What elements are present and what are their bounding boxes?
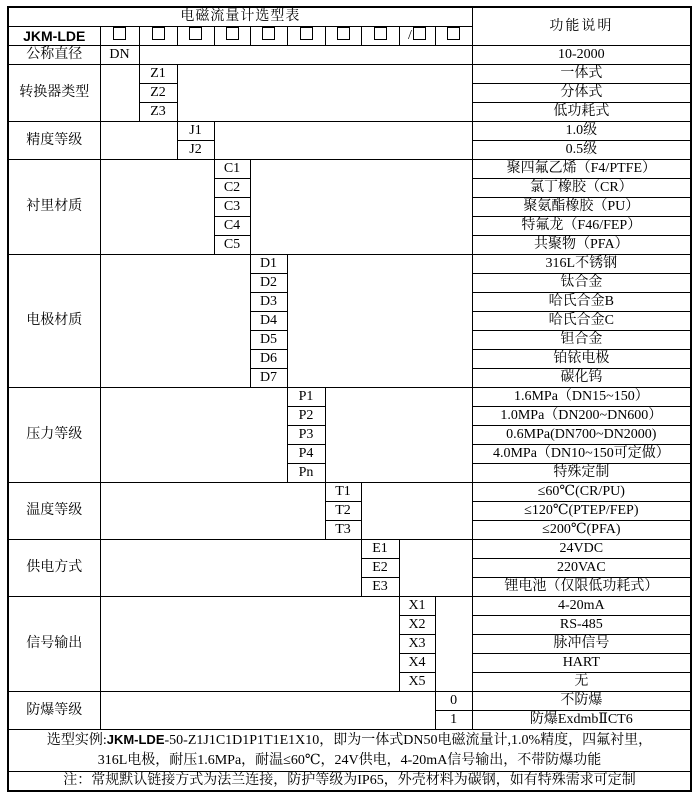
description-cell: 铂铱电极 xyxy=(472,350,691,369)
empty-cell xyxy=(100,122,177,160)
description-cell: 聚氨酯橡胶（PU） xyxy=(472,198,691,217)
section-row xyxy=(8,540,691,559)
model-checkbox-cell xyxy=(361,27,399,46)
code-cell: X1 xyxy=(399,597,435,616)
model-checkbox-cell xyxy=(325,27,361,46)
code-cell: D1 xyxy=(250,255,287,274)
section-row xyxy=(8,46,691,65)
description-cell: 氯丁橡胶（CR） xyxy=(472,179,691,198)
description-cell: 1.6MPa（DN15~150） xyxy=(472,388,691,407)
code-cell: D4 xyxy=(250,312,287,331)
selection-example xyxy=(8,730,691,772)
section-label: 防爆等级 xyxy=(8,692,100,730)
description-cell: 共聚物（PFA） xyxy=(472,236,691,255)
description-cell: 哈氏合金B xyxy=(472,293,691,312)
code-cell: D5 xyxy=(250,331,287,350)
code-cell: T1 xyxy=(325,483,361,502)
empty-cell xyxy=(100,540,361,597)
description-cell: 316L不锈钢 xyxy=(472,255,691,274)
slash-separator: / xyxy=(408,28,412,43)
description-cell: 1.0级 xyxy=(472,122,691,141)
model-checkbox-cell xyxy=(435,27,472,46)
example-line-2: 316L电极，耐压1.6MPa，耐温≤60℃，24V供电，4-20mA信号输出，不带防爆功能 xyxy=(97,753,602,768)
code-cell: X4 xyxy=(399,654,435,673)
empty-cell xyxy=(100,483,325,540)
example-row xyxy=(8,730,691,772)
code-cell: C3 xyxy=(214,198,250,217)
selection-table xyxy=(7,6,692,792)
section-label: 温度等级 xyxy=(8,483,100,540)
code-cell: J1 xyxy=(177,122,214,141)
code-cell: E3 xyxy=(361,578,399,597)
code-cell: DN xyxy=(100,46,139,65)
empty-cell xyxy=(325,388,472,483)
code-cell: P2 xyxy=(287,407,325,426)
example-line1-rest: -50-Z1J1C1D1P1T1E1X10，即为一体式DN50电磁流量计,1.0%精度，四氟衬里， xyxy=(164,733,653,748)
code-cell: C1 xyxy=(214,160,250,179)
code-cell: P3 xyxy=(287,426,325,445)
checkbox-icon[interactable] xyxy=(447,27,460,40)
code-cell: Pn xyxy=(287,464,325,483)
code-cell: J2 xyxy=(177,141,214,160)
example-model-code: JKM-LDE xyxy=(106,732,165,747)
description-cell: ≤120℃(PTEP/FEP) xyxy=(472,502,691,521)
checkbox-icon[interactable] xyxy=(374,27,387,40)
checkbox-icon[interactable] xyxy=(413,27,426,40)
checkbox-icon[interactable] xyxy=(262,27,275,40)
code-cell: 1 xyxy=(435,711,472,730)
section-label: 信号输出 xyxy=(8,597,100,692)
code-cell: P1 xyxy=(287,388,325,407)
code-cell: D3 xyxy=(250,293,287,312)
code-cell: Z3 xyxy=(139,103,177,122)
section-row xyxy=(8,160,691,179)
empty-cell xyxy=(100,160,214,255)
description-cell: 分体式 xyxy=(472,84,691,103)
empty-cell xyxy=(399,540,472,597)
example-prefix: 选型实例: xyxy=(46,733,107,748)
description-cell: 220VAC xyxy=(472,559,691,578)
table-title: 电磁流量计选型表 xyxy=(8,7,472,27)
section-label: 精度等级 xyxy=(8,122,100,160)
example-line-1 xyxy=(9,730,690,751)
code-cell: C2 xyxy=(214,179,250,198)
description-cell: 24VDC xyxy=(472,540,691,559)
description-cell: 防爆ExdmbⅡCT6 xyxy=(472,711,691,730)
empty-cell xyxy=(214,122,472,160)
description-cell: RS-485 xyxy=(472,616,691,635)
section-label: 电极材质 xyxy=(8,255,100,388)
description-cell: 低功耗式 xyxy=(472,103,691,122)
section-row xyxy=(8,483,691,502)
code-cell: E2 xyxy=(361,559,399,578)
empty-cell xyxy=(100,388,287,483)
code-cell: C4 xyxy=(214,217,250,236)
empty-cell xyxy=(100,692,435,730)
empty-cell xyxy=(435,597,472,692)
empty-cell xyxy=(287,255,472,388)
function-column-header: 功能说明 xyxy=(472,7,691,46)
code-cell: P4 xyxy=(287,445,325,464)
description-cell: 碳化钨 xyxy=(472,369,691,388)
section-row xyxy=(8,122,691,141)
code-cell: D6 xyxy=(250,350,287,369)
description-cell: 钛合金 xyxy=(472,274,691,293)
checkbox-icon[interactable] xyxy=(337,27,350,40)
code-cell: X5 xyxy=(399,673,435,692)
section-row xyxy=(8,692,691,711)
description-cell: 哈氏合金C xyxy=(472,312,691,331)
model-checkbox-cell xyxy=(214,27,250,46)
empty-cell xyxy=(250,160,472,255)
code-cell: X2 xyxy=(399,616,435,635)
section-label: 公称直径 xyxy=(8,46,100,65)
description-cell: 4.0MPa（DN10~150可定做） xyxy=(472,445,691,464)
empty-cell xyxy=(177,65,472,122)
description-cell: 一体式 xyxy=(472,65,691,84)
description-cell: 聚四氟乙烯（F4/PTFE） xyxy=(472,160,691,179)
model-checkbox-cell xyxy=(287,27,325,46)
description-cell: 特殊定制 xyxy=(472,464,691,483)
checkbox-icon[interactable] xyxy=(113,27,126,40)
description-cell: 脉冲信号 xyxy=(472,635,691,654)
section-row xyxy=(8,255,691,274)
footnote: 注：常规默认链接方式为法兰连接，防护等级为IP65，外壳材料为碳钢，如有特殊需求可定制 xyxy=(8,772,691,792)
code-cell: Z2 xyxy=(139,84,177,103)
empty-cell xyxy=(139,46,472,65)
description-cell: 1.0MPa（DN200~DN600） xyxy=(472,407,691,426)
code-cell: D2 xyxy=(250,274,287,293)
section-label: 转换器类型 xyxy=(8,65,100,122)
model-checkbox-cell xyxy=(100,27,139,46)
description-cell: 特氟龙（F46/FEP） xyxy=(472,217,691,236)
section-label: 供电方式 xyxy=(8,540,100,597)
code-cell: T3 xyxy=(325,521,361,540)
description-cell: 无 xyxy=(472,673,691,692)
checkbox-icon[interactable] xyxy=(152,27,165,40)
empty-cell xyxy=(100,255,250,388)
code-cell: 0 xyxy=(435,692,472,711)
empty-cell xyxy=(100,65,139,122)
section-label: 压力等级 xyxy=(8,388,100,483)
title-row xyxy=(8,7,691,27)
code-cell: Z1 xyxy=(139,65,177,84)
description-cell: 4-20mA xyxy=(472,597,691,616)
checkbox-icon[interactable] xyxy=(300,27,313,40)
description-cell: 钽合金 xyxy=(472,331,691,350)
note-row xyxy=(8,772,691,792)
section-row xyxy=(8,65,691,84)
empty-cell xyxy=(100,597,399,692)
model-checkbox-cell xyxy=(250,27,287,46)
description-cell: 10-2000 xyxy=(472,46,691,65)
description-cell: HART xyxy=(472,654,691,673)
description-cell: ≤200℃(PFA) xyxy=(472,521,691,540)
checkbox-icon[interactable] xyxy=(226,27,239,40)
description-cell: 0.5级 xyxy=(472,141,691,160)
model-checkbox-cell xyxy=(139,27,177,46)
code-cell: D7 xyxy=(250,369,287,388)
code-cell: T2 xyxy=(325,502,361,521)
section-label: 衬里材质 xyxy=(8,160,100,255)
code-cell: E1 xyxy=(361,540,399,559)
checkbox-icon[interactable] xyxy=(189,27,202,40)
code-cell: C5 xyxy=(214,236,250,255)
description-cell: 不防爆 xyxy=(472,692,691,711)
section-row xyxy=(8,388,691,407)
code-cell: X3 xyxy=(399,635,435,654)
description-cell: 锂电池（仅限低功耗式） xyxy=(472,578,691,597)
section-row xyxy=(8,597,691,616)
description-cell: ≤60℃(CR/PU) xyxy=(472,483,691,502)
model-prefix: JKM-LDE xyxy=(8,27,100,46)
model-checkbox-cell xyxy=(177,27,214,46)
empty-cell xyxy=(361,483,472,540)
model-checkbox-cell xyxy=(399,27,435,46)
description-cell: 0.6MPa(DN700~DN2000) xyxy=(472,426,691,445)
